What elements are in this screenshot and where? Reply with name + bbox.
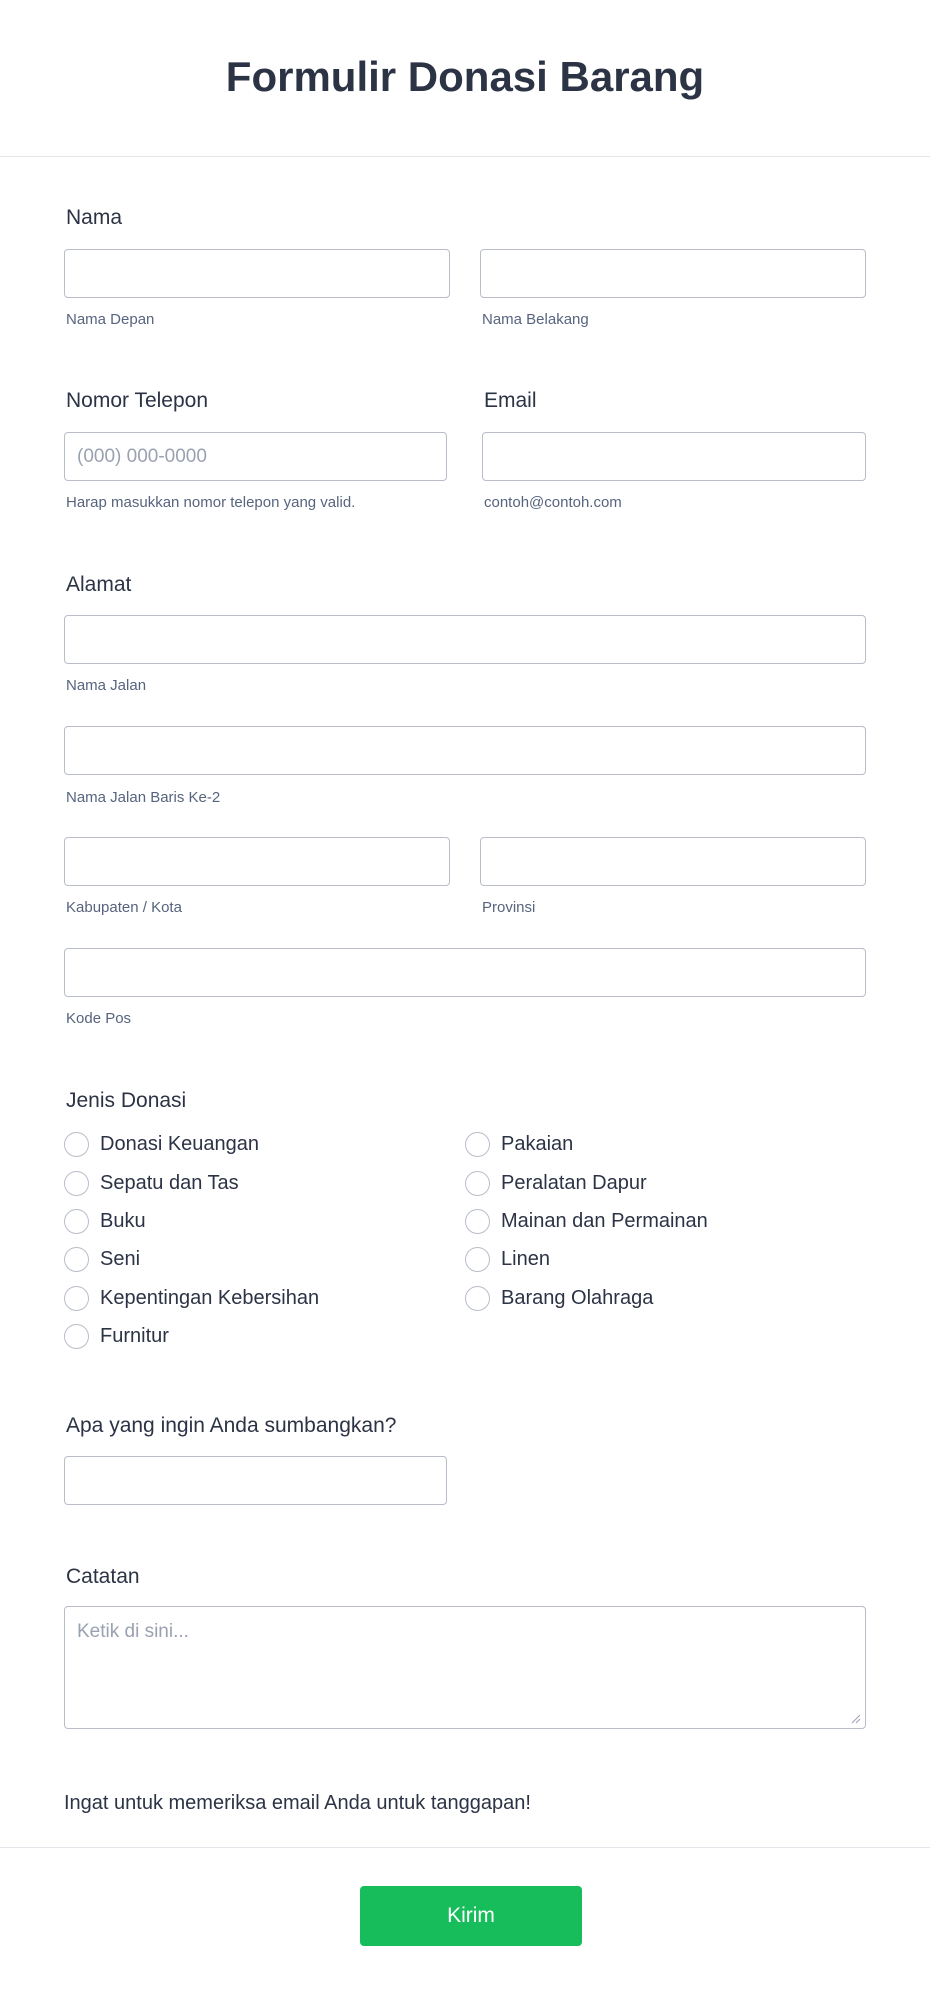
form-header (0, 0, 930, 157)
radio-option-pakaian[interactable] (465, 1129, 573, 1159)
radio-option-barang-olahraga[interactable] (465, 1283, 653, 1313)
footer-divider (0, 1847, 930, 1848)
donate-what-label: Apa yang ingin Anda sumbangkan? (66, 1414, 397, 1437)
street-sublabel: Nama Jalan (66, 677, 147, 694)
radio-circle[interactable] (64, 1247, 89, 1272)
radio-circle[interactable] (64, 1209, 89, 1234)
radio-option-label: Linen (501, 1247, 550, 1270)
radio-option-seni[interactable] (64, 1244, 140, 1274)
email-input[interactable] (482, 432, 866, 481)
last-name-sublabel: Nama Belakang (482, 311, 589, 328)
postal-code-sublabel: Kode Pos (66, 1010, 132, 1027)
address-label: Alamat (66, 573, 132, 596)
reminder-text: Ingat untuk memeriksa email Anda untuk tanggapan! (64, 1792, 531, 1814)
radio-option-label: Mainan dan Permainan (501, 1209, 708, 1232)
radio-option-label: Seni (100, 1247, 141, 1270)
province-sublabel: Provinsi (482, 899, 536, 916)
radio-option-label: Peralatan Dapur (501, 1171, 647, 1194)
donation-type-label: Jenis Donasi (66, 1089, 187, 1112)
radio-option-donasi-keuangan[interactable] (64, 1129, 259, 1159)
radio-option-sepatu-dan-tas[interactable] (64, 1168, 239, 1198)
radio-circle[interactable] (465, 1132, 490, 1157)
radio-option-kepentingan-kebersihan[interactable] (64, 1283, 319, 1313)
phone-sublabel: Harap masukkan nomor telepon yang valid. (66, 494, 356, 511)
radio-circle[interactable] (465, 1247, 490, 1272)
radio-option-furnitur[interactable] (64, 1321, 169, 1351)
radio-option-linen[interactable] (465, 1244, 550, 1274)
radio-option-label: Barang Olahraga (501, 1286, 654, 1309)
first-name-sublabel: Nama Depan (66, 311, 155, 328)
radio-option-label: Donasi Keuangan (100, 1132, 260, 1155)
radio-option-label: Pakaian (501, 1132, 574, 1155)
email-label: Email (484, 389, 537, 412)
radio-circle[interactable] (64, 1171, 89, 1196)
radio-circle[interactable] (465, 1171, 490, 1196)
first-name-input[interactable] (64, 249, 450, 298)
radio-option-mainan-dan-permainan[interactable] (465, 1206, 708, 1236)
notes-textarea[interactable] (64, 1606, 866, 1729)
radio-option-peralatan-dapur[interactable] (465, 1168, 647, 1198)
phone-input[interactable] (64, 432, 447, 481)
last-name-input[interactable] (480, 249, 866, 298)
radio-circle[interactable] (64, 1132, 89, 1157)
city-input[interactable] (64, 837, 450, 886)
radio-option-buku[interactable] (64, 1206, 146, 1236)
radio-option-label: Furnitur (100, 1324, 169, 1347)
form-title: Formulir Donasi Barang (225, 53, 705, 100)
phone-label: Nomor Telepon (66, 389, 209, 412)
city-sublabel: Kabupaten / Kota (66, 899, 182, 916)
radio-option-label: Sepatu dan Tas (100, 1171, 239, 1194)
name-label: Nama (66, 206, 123, 229)
radio-option-label: Buku (100, 1209, 146, 1232)
donate-what-input[interactable] (64, 1456, 447, 1505)
email-sublabel: contoh@contoh.com (484, 494, 622, 511)
street2-input[interactable] (64, 726, 866, 775)
submit-button[interactable]: Kirim (360, 1886, 582, 1946)
radio-option-label: Kepentingan Kebersihan (100, 1286, 320, 1309)
street2-sublabel: Nama Jalan Baris Ke-2 (66, 789, 221, 806)
postal-code-input[interactable] (64, 948, 866, 997)
province-input[interactable] (480, 837, 866, 886)
radio-circle[interactable] (465, 1209, 490, 1234)
radio-circle[interactable] (64, 1324, 89, 1349)
radio-circle[interactable] (64, 1286, 89, 1311)
notes-label: Catatan (66, 1565, 140, 1588)
radio-circle[interactable] (465, 1286, 490, 1311)
street-input[interactable] (64, 615, 866, 664)
